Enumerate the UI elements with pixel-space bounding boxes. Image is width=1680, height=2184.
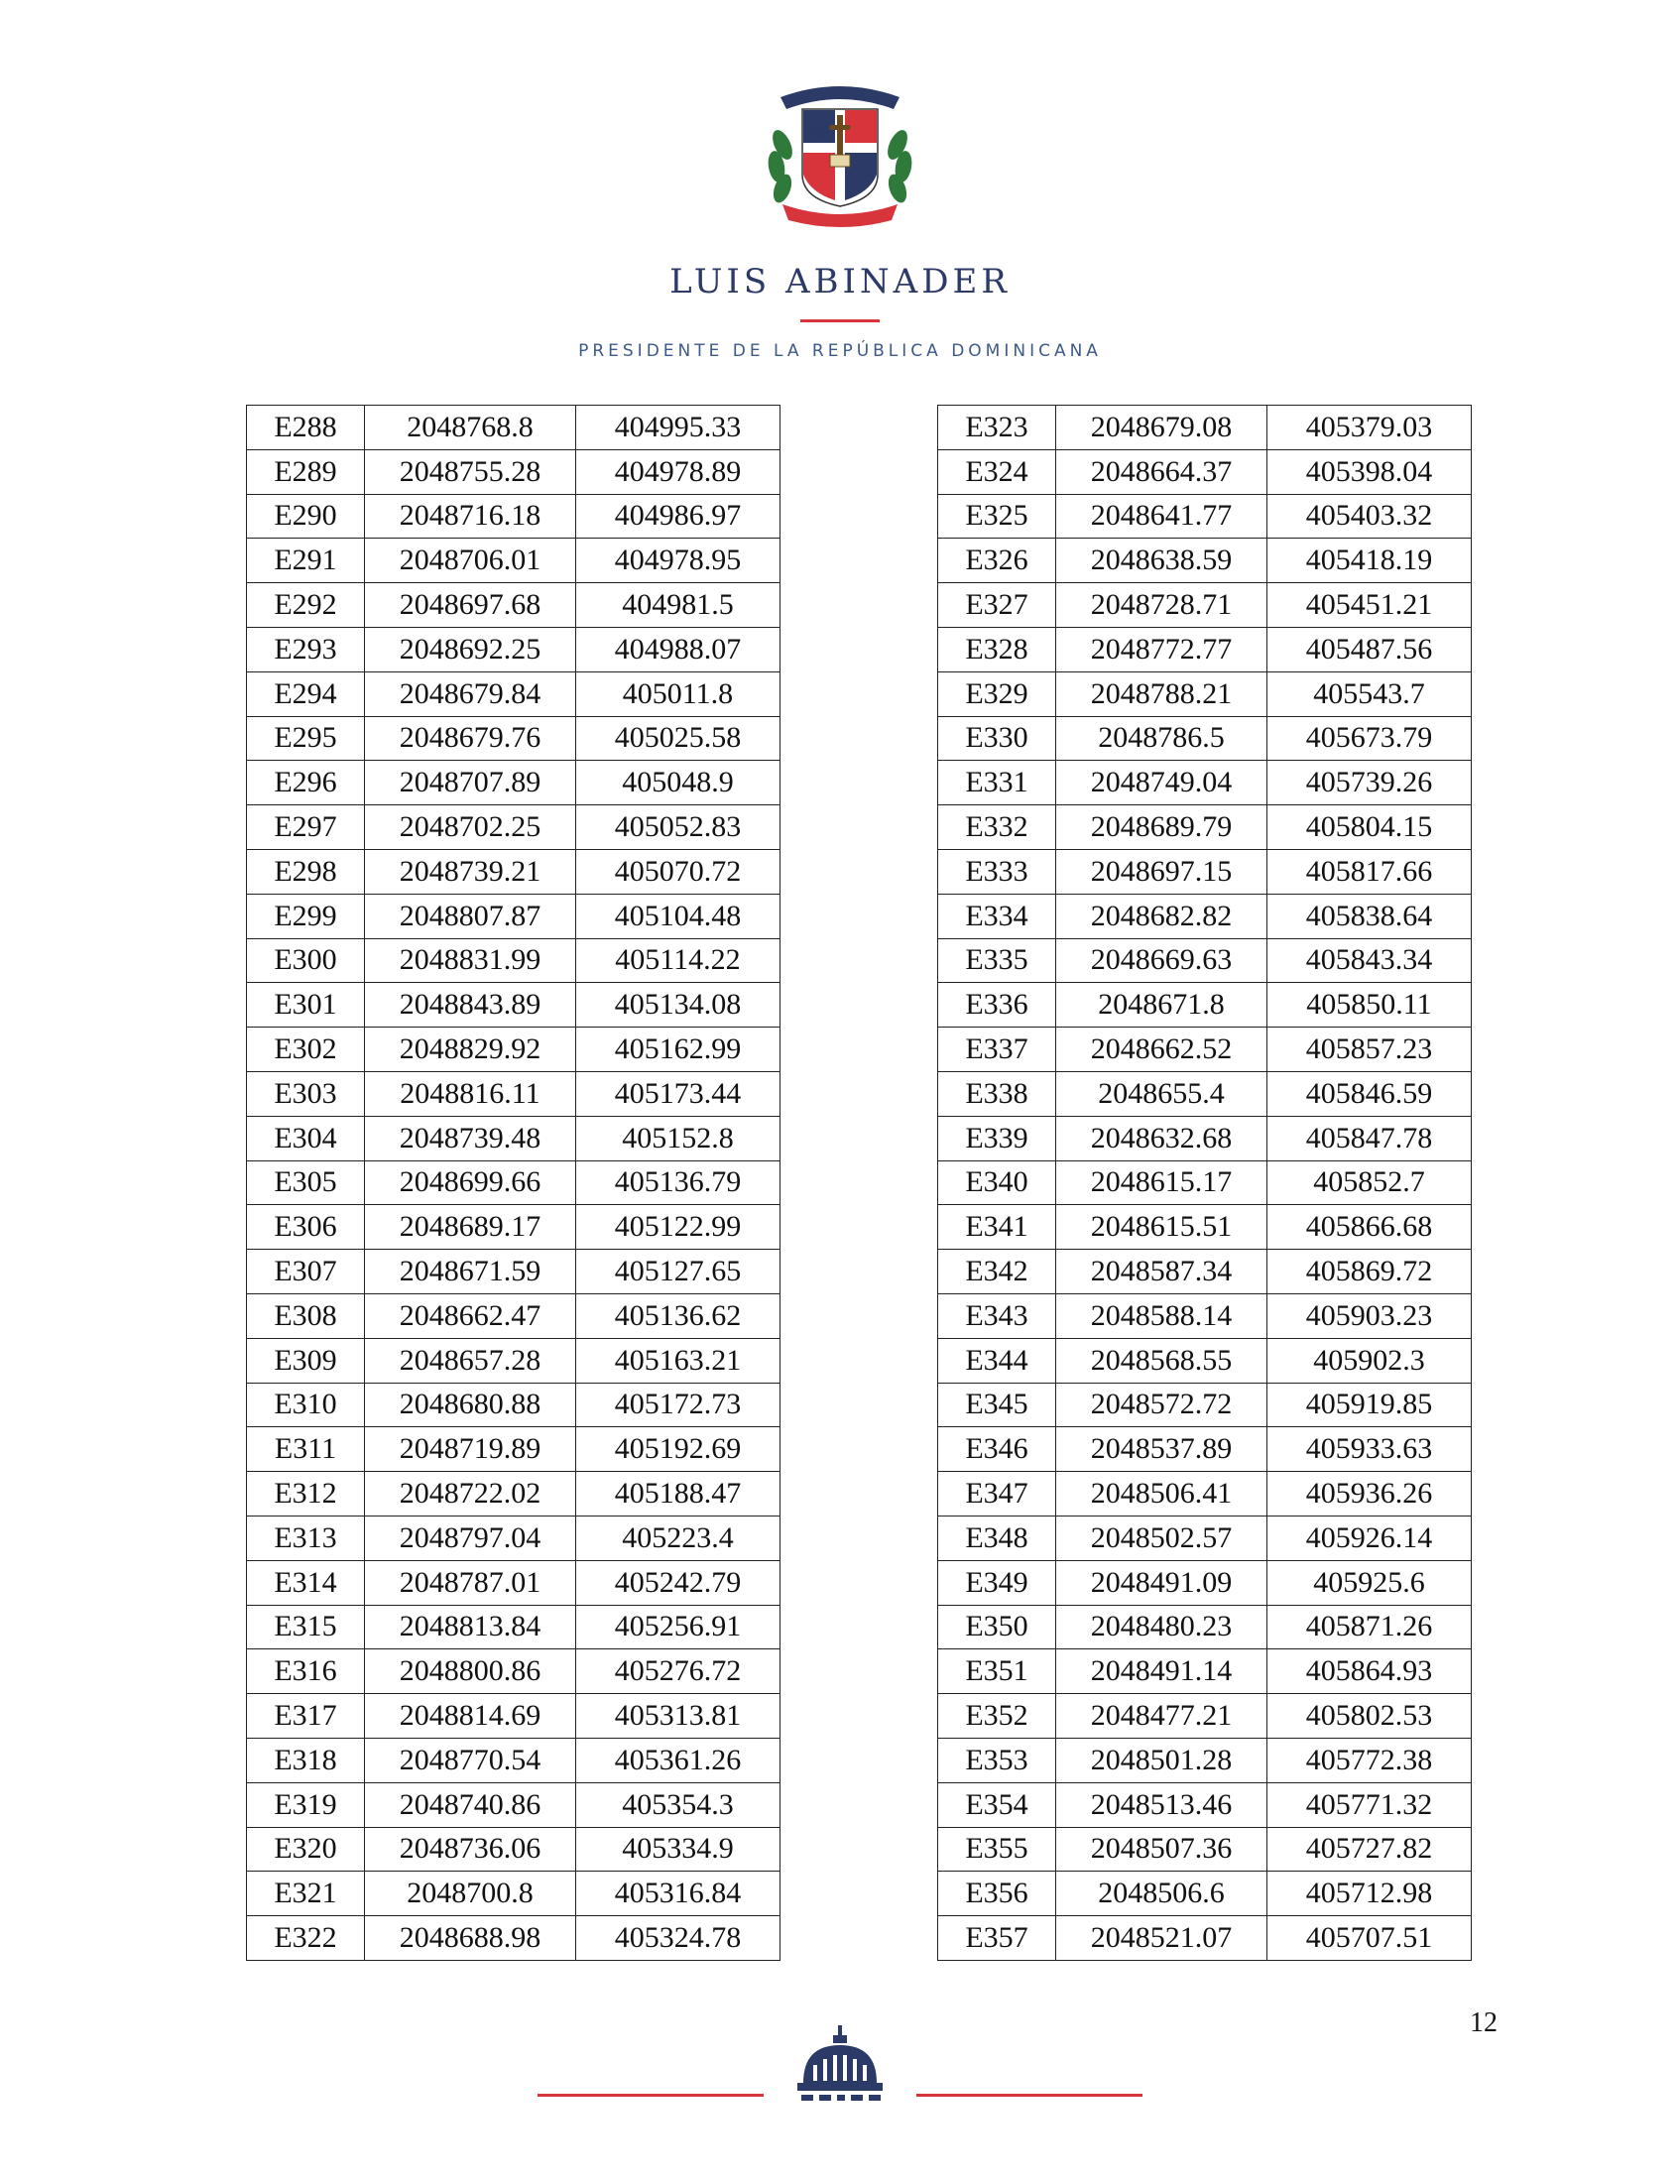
- easting-cell: 404988.07: [576, 627, 780, 671]
- easting-cell: 405192.69: [576, 1427, 780, 1472]
- northing-cell: 2048632.68: [1056, 1116, 1267, 1160]
- northing-cell: 2048671.59: [365, 1250, 576, 1294]
- easting-cell: 405324.78: [576, 1916, 780, 1961]
- northing-cell: 2048831.99: [365, 938, 576, 983]
- northing-cell: 2048588.14: [1056, 1293, 1267, 1338]
- northing-cell: 2048699.66: [365, 1160, 576, 1205]
- point-id-cell: E352: [938, 1694, 1056, 1739]
- point-id-cell: E336: [938, 983, 1056, 1028]
- easting-cell: 405673.79: [1267, 716, 1472, 761]
- northing-cell: 2048807.87: [365, 894, 576, 938]
- table-row: [938, 1427, 1472, 1472]
- northing-cell: 2048716.18: [365, 494, 576, 539]
- easting-cell: 405048.9: [576, 761, 780, 805]
- point-id-cell: E331: [938, 761, 1056, 805]
- table-row: [247, 1872, 780, 1916]
- point-id-cell: E298: [247, 849, 365, 894]
- point-id-cell: E290: [247, 494, 365, 539]
- point-id-cell: E316: [247, 1649, 365, 1694]
- point-id-cell: E338: [938, 1071, 1056, 1116]
- northing-cell: 2048615.51: [1056, 1205, 1267, 1250]
- point-id-cell: E292: [247, 583, 365, 628]
- easting-cell: 405162.99: [576, 1028, 780, 1072]
- point-id-cell: E297: [247, 805, 365, 850]
- point-id-cell: E303: [247, 1071, 365, 1116]
- easting-cell: 405926.14: [1267, 1516, 1472, 1560]
- point-id-cell: E349: [938, 1560, 1056, 1605]
- point-id-cell: E312: [247, 1472, 365, 1517]
- easting-cell: 405011.8: [576, 671, 780, 716]
- point-id-cell: E355: [938, 1827, 1056, 1872]
- northing-cell: 2048688.98: [365, 1916, 576, 1961]
- point-id-cell: E345: [938, 1383, 1056, 1427]
- northing-cell: 2048813.84: [365, 1605, 576, 1649]
- northing-cell: 2048679.08: [1056, 406, 1267, 450]
- northing-cell: 2048788.21: [1056, 671, 1267, 716]
- easting-cell: 405052.83: [576, 805, 780, 850]
- point-id-cell: E327: [938, 583, 1056, 628]
- point-id-cell: E306: [247, 1205, 365, 1250]
- point-id-cell: E311: [247, 1427, 365, 1472]
- table-row: [247, 406, 780, 450]
- northing-cell: 2048641.77: [1056, 494, 1267, 539]
- easting-cell: 405487.56: [1267, 627, 1472, 671]
- northing-cell: 2048655.4: [1056, 1071, 1267, 1116]
- header-divider: [800, 319, 880, 322]
- northing-cell: 2048706.01: [365, 539, 576, 583]
- easting-cell: 405712.98: [1267, 1872, 1472, 1916]
- easting-cell: 405136.79: [576, 1160, 780, 1205]
- easting-cell: 405857.23: [1267, 1028, 1472, 1072]
- easting-cell: 405925.6: [1267, 1560, 1472, 1605]
- table-row: [247, 716, 780, 761]
- northing-cell: 2048816.11: [365, 1071, 576, 1116]
- table-row: [938, 1605, 1472, 1649]
- table-row: [247, 938, 780, 983]
- northing-cell: 2048755.28: [365, 449, 576, 494]
- northing-cell: 2048679.84: [365, 671, 576, 716]
- easting-cell: 405122.99: [576, 1205, 780, 1250]
- point-id-cell: E325: [938, 494, 1056, 539]
- table-row: [247, 539, 780, 583]
- point-id-cell: E317: [247, 1694, 365, 1739]
- easting-cell: 405361.26: [576, 1738, 780, 1782]
- point-id-cell: E309: [247, 1338, 365, 1383]
- table-row: [247, 1160, 780, 1205]
- point-id-cell: E342: [938, 1250, 1056, 1294]
- northing-cell: 2048707.89: [365, 761, 576, 805]
- northing-cell: 2048507.36: [1056, 1827, 1267, 1872]
- point-id-cell: E329: [938, 671, 1056, 716]
- table-row: [247, 1516, 780, 1560]
- easting-cell: 405403.32: [1267, 494, 1472, 539]
- table-row: [938, 1694, 1472, 1739]
- easting-cell: 405418.19: [1267, 539, 1472, 583]
- northing-cell: 2048692.25: [365, 627, 576, 671]
- easting-cell: 405543.7: [1267, 671, 1472, 716]
- northing-cell: 2048501.28: [1056, 1738, 1267, 1782]
- table-row: [247, 983, 780, 1028]
- easting-cell: 405025.58: [576, 716, 780, 761]
- easting-cell: 405379.03: [1267, 406, 1472, 450]
- easting-cell: 405223.4: [576, 1516, 780, 1560]
- easting-cell: 405398.04: [1267, 449, 1472, 494]
- northing-cell: 2048697.68: [365, 583, 576, 628]
- coordinates-table-right: [937, 405, 1472, 1961]
- point-id-cell: E289: [247, 449, 365, 494]
- easting-cell: 405276.72: [576, 1649, 780, 1694]
- northing-cell: 2048521.07: [1056, 1916, 1267, 1961]
- table-row: [938, 1516, 1472, 1560]
- point-id-cell: E308: [247, 1293, 365, 1338]
- point-id-cell: E323: [938, 406, 1056, 450]
- northing-cell: 2048491.09: [1056, 1560, 1267, 1605]
- easting-cell: 405869.72: [1267, 1250, 1472, 1294]
- table-row: [247, 1782, 780, 1827]
- point-id-cell: E322: [247, 1916, 365, 1961]
- point-id-cell: E295: [247, 716, 365, 761]
- point-id-cell: E320: [247, 1827, 365, 1872]
- point-id-cell: E313: [247, 1516, 365, 1560]
- northing-cell: 2048787.01: [365, 1560, 576, 1605]
- point-id-cell: E321: [247, 1872, 365, 1916]
- table-row: [938, 1071, 1472, 1116]
- point-id-cell: E343: [938, 1293, 1056, 1338]
- table-row: [938, 1250, 1472, 1294]
- easting-cell: 404986.97: [576, 494, 780, 539]
- easting-cell: 405354.3: [576, 1782, 780, 1827]
- point-id-cell: E333: [938, 849, 1056, 894]
- table-row: [247, 1338, 780, 1383]
- easting-cell: 405933.63: [1267, 1427, 1472, 1472]
- president-title: PRESIDENTE DE LA REPÚBLICA DOMINICANA: [578, 341, 1102, 361]
- table-row: [938, 539, 1472, 583]
- table-row: [938, 1205, 1472, 1250]
- northing-cell: 2048662.47: [365, 1293, 576, 1338]
- point-id-cell: E346: [938, 1427, 1056, 1472]
- point-id-cell: E288: [247, 406, 365, 450]
- northing-cell: 2048740.86: [365, 1782, 576, 1827]
- point-id-cell: E305: [247, 1160, 365, 1205]
- easting-cell: 405802.53: [1267, 1694, 1472, 1739]
- northing-cell: 2048700.8: [365, 1872, 576, 1916]
- easting-cell: 405707.51: [1267, 1916, 1472, 1961]
- northing-cell: 2048719.89: [365, 1427, 576, 1472]
- palace-dome-icon: [793, 2023, 887, 2113]
- table-row: [247, 1028, 780, 1072]
- easting-cell: 405334.9: [576, 1827, 780, 1872]
- table-row: [938, 1160, 1472, 1205]
- table-row: [938, 716, 1472, 761]
- northing-cell: 2048689.17: [365, 1205, 576, 1250]
- easting-cell: 405152.8: [576, 1116, 780, 1160]
- easting-cell: 405936.26: [1267, 1472, 1472, 1517]
- northing-cell: 2048749.04: [1056, 761, 1267, 805]
- table-row: [247, 1827, 780, 1872]
- table-row: [247, 1293, 780, 1338]
- easting-cell: 405134.08: [576, 983, 780, 1028]
- northing-cell: 2048702.25: [365, 805, 576, 850]
- northing-cell: 2048480.23: [1056, 1605, 1267, 1649]
- coordinates-table-left: [246, 405, 780, 1961]
- easting-cell: 405727.82: [1267, 1827, 1472, 1872]
- point-id-cell: E314: [247, 1560, 365, 1605]
- point-id-cell: E307: [247, 1250, 365, 1294]
- easting-cell: 405127.65: [576, 1250, 780, 1294]
- table-row: [938, 1293, 1472, 1338]
- footer-rule-left: [538, 2094, 764, 2097]
- easting-cell: 405846.59: [1267, 1071, 1472, 1116]
- easting-cell: 405902.3: [1267, 1338, 1472, 1383]
- table-row: [247, 494, 780, 539]
- point-id-cell: E356: [938, 1872, 1056, 1916]
- northing-cell: 2048722.02: [365, 1472, 576, 1517]
- northing-cell: 2048671.8: [1056, 983, 1267, 1028]
- table-row: [938, 671, 1472, 716]
- easting-cell: 405256.91: [576, 1605, 780, 1649]
- point-id-cell: E330: [938, 716, 1056, 761]
- northing-cell: 2048491.14: [1056, 1649, 1267, 1694]
- table-row: [247, 1738, 780, 1782]
- easting-cell: 405850.11: [1267, 983, 1472, 1028]
- table-row: [938, 849, 1472, 894]
- coat-of-arms-icon: [761, 75, 919, 230]
- easting-cell: 405772.38: [1267, 1738, 1472, 1782]
- easting-cell: 405838.64: [1267, 894, 1472, 938]
- northing-cell: 2048537.89: [1056, 1427, 1267, 1472]
- table-row: [247, 894, 780, 938]
- point-id-cell: E319: [247, 1782, 365, 1827]
- easting-cell: 405852.7: [1267, 1160, 1472, 1205]
- easting-cell: 405871.26: [1267, 1605, 1472, 1649]
- easting-cell: 405451.21: [1267, 583, 1472, 628]
- point-id-cell: E354: [938, 1782, 1056, 1827]
- table-row: [938, 1738, 1472, 1782]
- table-row: [938, 1649, 1472, 1694]
- table-row: [247, 1250, 780, 1294]
- northing-cell: 2048680.88: [365, 1383, 576, 1427]
- easting-cell: 405817.66: [1267, 849, 1472, 894]
- table-row: [247, 1071, 780, 1116]
- point-id-cell: E301: [247, 983, 365, 1028]
- northing-cell: 2048728.71: [1056, 583, 1267, 628]
- northing-cell: 2048513.46: [1056, 1782, 1267, 1827]
- northing-cell: 2048800.86: [365, 1649, 576, 1694]
- table-row: [247, 449, 780, 494]
- easting-cell: 405739.26: [1267, 761, 1472, 805]
- easting-cell: 405313.81: [576, 1694, 780, 1739]
- easting-cell: 405163.21: [576, 1338, 780, 1383]
- table-row: [938, 1028, 1472, 1072]
- point-id-cell: E293: [247, 627, 365, 671]
- point-id-cell: E357: [938, 1916, 1056, 1961]
- easting-cell: 405242.79: [576, 1560, 780, 1605]
- easting-cell: 404978.89: [576, 449, 780, 494]
- easting-cell: 405114.22: [576, 938, 780, 983]
- table-row: [247, 671, 780, 716]
- easting-cell: 404978.95: [576, 539, 780, 583]
- table-row: [938, 1116, 1472, 1160]
- table-row: [938, 449, 1472, 494]
- table-row: [247, 1605, 780, 1649]
- point-id-cell: E291: [247, 539, 365, 583]
- page-number: 12: [1470, 2007, 1498, 2038]
- point-id-cell: E304: [247, 1116, 365, 1160]
- easting-cell: 405864.93: [1267, 1649, 1472, 1694]
- easting-cell: 404995.33: [576, 406, 780, 450]
- northing-cell: 2048689.79: [1056, 805, 1267, 850]
- table-row: [938, 406, 1472, 450]
- point-id-cell: E339: [938, 1116, 1056, 1160]
- table-row: [247, 1116, 780, 1160]
- northing-cell: 2048506.6: [1056, 1872, 1267, 1916]
- northing-cell: 2048697.15: [1056, 849, 1267, 894]
- president-name: LUIS ABINADER: [669, 262, 1011, 302]
- point-id-cell: E310: [247, 1383, 365, 1427]
- table-row: [938, 1472, 1472, 1517]
- point-id-cell: E350: [938, 1605, 1056, 1649]
- point-id-cell: E353: [938, 1738, 1056, 1782]
- easting-cell: 405866.68: [1267, 1205, 1472, 1250]
- easting-cell: 405136.62: [576, 1293, 780, 1338]
- table-row: [938, 494, 1472, 539]
- northing-cell: 2048502.57: [1056, 1516, 1267, 1560]
- point-id-cell: E324: [938, 449, 1056, 494]
- table-row: [247, 805, 780, 850]
- table-row: [938, 627, 1472, 671]
- table-row: [247, 1694, 780, 1739]
- northing-cell: 2048797.04: [365, 1516, 576, 1560]
- easting-cell: 405070.72: [576, 849, 780, 894]
- point-id-cell: E332: [938, 805, 1056, 850]
- northing-cell: 2048736.06: [365, 1827, 576, 1872]
- table-row: [938, 1827, 1472, 1872]
- easting-cell: 404981.5: [576, 583, 780, 628]
- northing-cell: 2048786.5: [1056, 716, 1267, 761]
- table-row: [938, 938, 1472, 983]
- point-id-cell: E315: [247, 1605, 365, 1649]
- easting-cell: 405919.85: [1267, 1383, 1472, 1427]
- table-row: [247, 1916, 780, 1961]
- table-row: [938, 894, 1472, 938]
- northing-cell: 2048587.34: [1056, 1250, 1267, 1294]
- northing-cell: 2048664.37: [1056, 449, 1267, 494]
- table-row: [938, 1338, 1472, 1383]
- easting-cell: 405847.78: [1267, 1116, 1472, 1160]
- northing-cell: 2048814.69: [365, 1694, 576, 1739]
- point-id-cell: E326: [938, 539, 1056, 583]
- point-id-cell: E347: [938, 1472, 1056, 1517]
- table-row: [247, 849, 780, 894]
- table-row: [938, 1782, 1472, 1827]
- northing-cell: 2048615.17: [1056, 1160, 1267, 1205]
- table-row: [938, 583, 1472, 628]
- table-row: [247, 1427, 780, 1472]
- table-row: [938, 1383, 1472, 1427]
- table-row: [247, 1560, 780, 1605]
- easting-cell: 405172.73: [576, 1383, 780, 1427]
- point-id-cell: E334: [938, 894, 1056, 938]
- northing-cell: 2048739.21: [365, 849, 576, 894]
- northing-cell: 2048679.76: [365, 716, 576, 761]
- northing-cell: 2048477.21: [1056, 1694, 1267, 1739]
- northing-cell: 2048829.92: [365, 1028, 576, 1072]
- point-id-cell: E337: [938, 1028, 1056, 1072]
- northing-cell: 2048843.89: [365, 983, 576, 1028]
- northing-cell: 2048682.82: [1056, 894, 1267, 938]
- easting-cell: 405316.84: [576, 1872, 780, 1916]
- table-row: [938, 1916, 1472, 1961]
- point-id-cell: E328: [938, 627, 1056, 671]
- northing-cell: 2048572.72: [1056, 1383, 1267, 1427]
- northing-cell: 2048638.59: [1056, 539, 1267, 583]
- table-row: [247, 1649, 780, 1694]
- point-id-cell: E344: [938, 1338, 1056, 1383]
- point-id-cell: E302: [247, 1028, 365, 1072]
- table-row: [247, 583, 780, 628]
- easting-cell: 405771.32: [1267, 1782, 1472, 1827]
- point-id-cell: E335: [938, 938, 1056, 983]
- table-row: [938, 1560, 1472, 1605]
- table-row: [247, 1383, 780, 1427]
- easting-cell: 405188.47: [576, 1472, 780, 1517]
- point-id-cell: E351: [938, 1649, 1056, 1694]
- northing-cell: 2048568.55: [1056, 1338, 1267, 1383]
- easting-cell: 405173.44: [576, 1071, 780, 1116]
- table-row: [247, 1205, 780, 1250]
- table-row: [938, 761, 1472, 805]
- northing-cell: 2048506.41: [1056, 1472, 1267, 1517]
- point-id-cell: E340: [938, 1160, 1056, 1205]
- table-row: [247, 761, 780, 805]
- northing-cell: 2048772.77: [1056, 627, 1267, 671]
- table-row: [938, 805, 1472, 850]
- table-row: [938, 983, 1472, 1028]
- table-row: [247, 627, 780, 671]
- northing-cell: 2048770.54: [365, 1738, 576, 1782]
- point-id-cell: E296: [247, 761, 365, 805]
- point-id-cell: E341: [938, 1205, 1056, 1250]
- table-row: [938, 1872, 1472, 1916]
- point-id-cell: E294: [247, 671, 365, 716]
- point-id-cell: E299: [247, 894, 365, 938]
- easting-cell: 405104.48: [576, 894, 780, 938]
- northing-cell: 2048669.63: [1056, 938, 1267, 983]
- northing-cell: 2048662.52: [1056, 1028, 1267, 1072]
- easting-cell: 405804.15: [1267, 805, 1472, 850]
- easting-cell: 405843.34: [1267, 938, 1472, 983]
- point-id-cell: E300: [247, 938, 365, 983]
- table-row: [247, 1472, 780, 1517]
- point-id-cell: E318: [247, 1738, 365, 1782]
- easting-cell: 405903.23: [1267, 1293, 1472, 1338]
- footer-rule-right: [916, 2094, 1142, 2097]
- northing-cell: 2048739.48: [365, 1116, 576, 1160]
- point-id-cell: E348: [938, 1516, 1056, 1560]
- northing-cell: 2048768.8: [365, 406, 576, 450]
- northing-cell: 2048657.28: [365, 1338, 576, 1383]
